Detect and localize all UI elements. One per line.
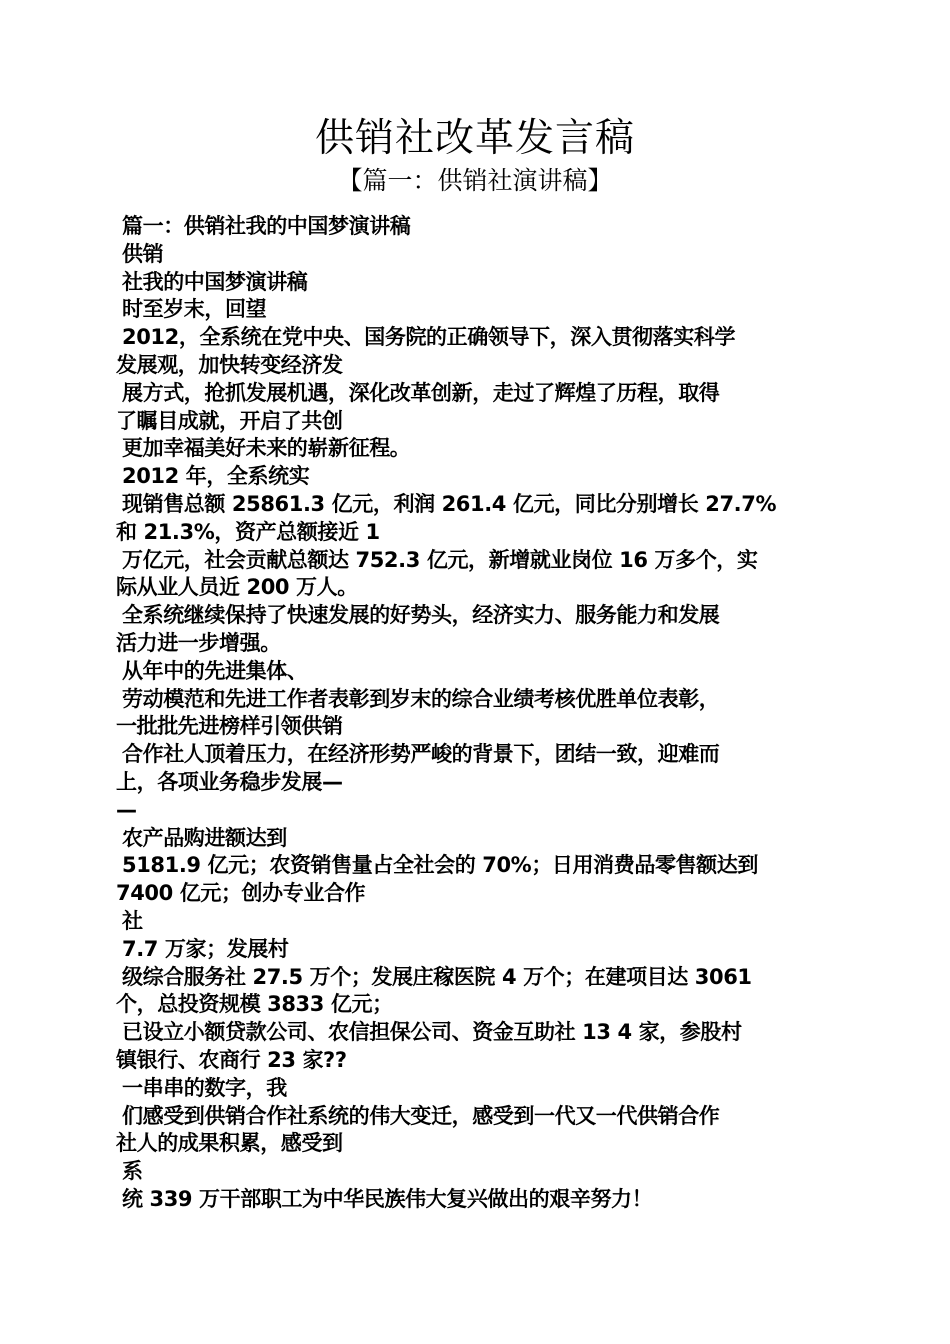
body-line: 现销售总额 25861.3 亿元，利润 261.4 亿元，同比分别增长 27.7% — [122, 491, 777, 516]
body-line: 劳动模范和先进工作者表彰到岁末的综合业绩考核优胜单位表彰， — [122, 686, 720, 711]
body-line: 发展观，加快转变经济发 — [116, 352, 343, 377]
body-line: 级综合服务社 27.5 万个；发展庄稼医院 4 万个；在建项目达 3061 — [122, 964, 752, 989]
body-line: 社人的成果积累，感受到 — [116, 1131, 343, 1156]
body-line: 2012 年，全系统实 — [122, 464, 310, 489]
body-line: 农产品购进额达到 — [122, 825, 287, 850]
body-line: 更加幸福美好未来的崭新征程。 — [122, 436, 411, 461]
body-line: 一批批先进榜样引领供销 — [116, 714, 343, 739]
body-line: 统 339 万干部职工为中华民族伟大复兴做出的艰辛努力！ — [122, 1186, 653, 1211]
body-line: 7.7 万家；发展村 — [122, 936, 289, 961]
body-line: 了瞩目成就，开启了共创 — [116, 408, 343, 433]
body-line: 展方式，抢抓发展机遇，深化改革创新，走过了辉煌了历程，取得 — [122, 380, 720, 405]
body-line: 合作社人顶着压力，在经济形势严峻的背景下，团结一致，迎难而 — [122, 742, 720, 767]
body-line: 7400 亿元；创办专业合作 — [116, 881, 366, 906]
body-line: 活力进一步增强。 — [116, 630, 281, 655]
document-body — [116, 213, 832, 1214]
body-line: 际从业人员近 200 万人。 — [116, 575, 358, 600]
body-line: 供销 — [122, 241, 164, 266]
body-line: 5181.9 亿元；农资销售量占全社会的 70%；日用消费品零售额达到 — [122, 853, 758, 878]
body-line: 镇银行、农商行 23 家?? — [116, 1047, 347, 1072]
body-line: — — [116, 797, 137, 822]
body-line: 和 21.3%，资产总额接近 1 — [116, 519, 380, 544]
body-line: 万亿元，社会贡献总额达 752.3 亿元，新增就业岗位 16 万多个，实 — [122, 547, 758, 572]
body-line: 从年中的先进集体、 — [122, 658, 308, 683]
body-line: 个，总投资规模 3833 亿元； — [116, 992, 393, 1017]
body-line: 一串串的数字，我 — [122, 1075, 287, 1100]
body-line: 2012，全系统在党中央、国务院的正确领导下，深入贯彻落实科学 — [122, 325, 736, 350]
body-line: 社我的中国梦演讲稿 — [122, 269, 308, 294]
body-line: 们感受到供销合作社系统的伟大变迁，感受到一代又一代供销合作 — [122, 1103, 720, 1128]
body-line: 全系统继续保持了快速发展的好势头，经济实力、服务能力和发展 — [122, 603, 720, 628]
body-line: 篇一：供销社我的中国梦演讲稿 — [122, 214, 411, 238]
body-line: 上，各项业务稳步发展— — [116, 769, 343, 794]
body-line: 系 — [122, 1159, 143, 1184]
body-line: 时至岁末，回望 — [122, 297, 267, 322]
body-line: 已设立小额贷款公司、农信担保公司、资金互助社 13 4 家，参股村 — [122, 1020, 742, 1045]
page-subtitle: 【篇一：供销社演讲稿】 — [337, 166, 613, 195]
body-line: 社 — [122, 908, 143, 933]
page-title: 供销社改革发言稿 — [314, 116, 635, 161]
